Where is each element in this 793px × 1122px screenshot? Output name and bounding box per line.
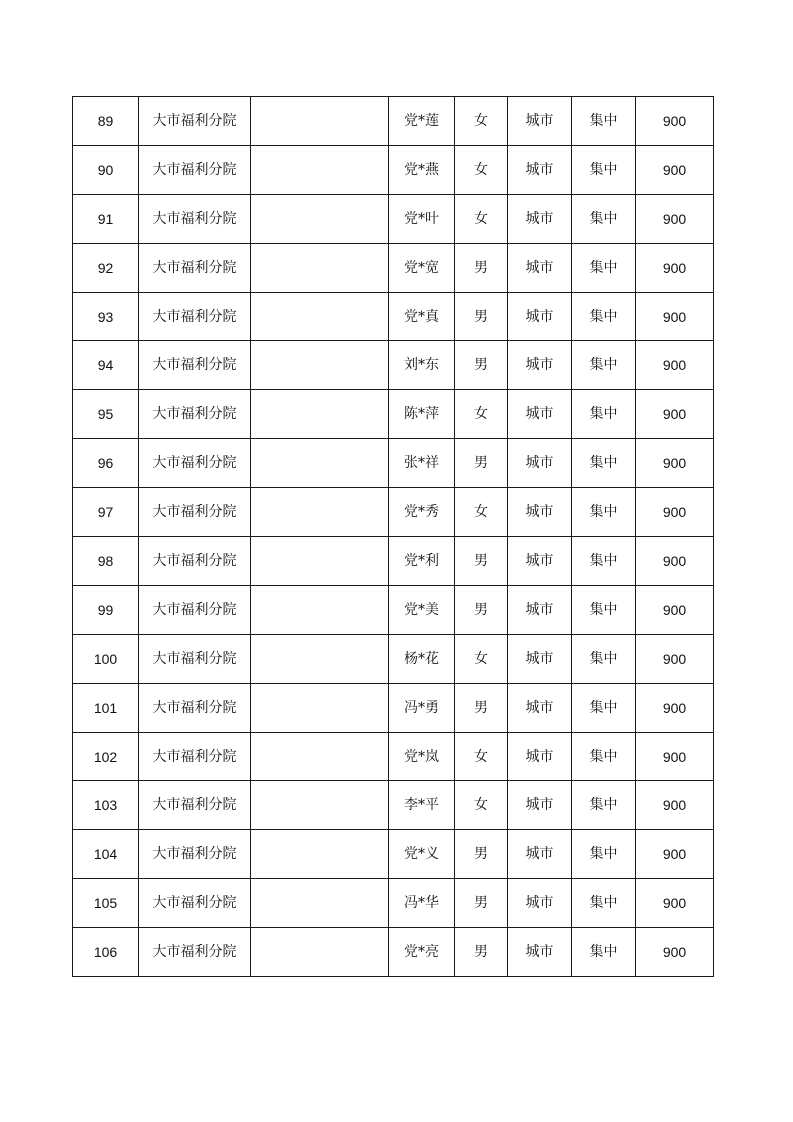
gender-cell: 男 bbox=[455, 928, 508, 977]
table-row bbox=[73, 683, 714, 732]
table-row bbox=[73, 194, 714, 243]
area-cell: 城市 bbox=[508, 585, 572, 634]
institution-cell: 大市福利分院 bbox=[139, 97, 251, 146]
support-mode-cell: 集中 bbox=[572, 292, 636, 341]
amount-cell: 900 bbox=[636, 928, 714, 977]
support-mode-cell: 集中 bbox=[572, 928, 636, 977]
gender-cell: 男 bbox=[455, 341, 508, 390]
table-row bbox=[73, 292, 714, 341]
institution-cell: 大市福利分院 bbox=[139, 537, 251, 586]
row-number-cell: 94 bbox=[73, 341, 139, 390]
institution-cell: 大市福利分院 bbox=[139, 341, 251, 390]
gender-cell: 男 bbox=[455, 585, 508, 634]
row-number-cell: 96 bbox=[73, 439, 139, 488]
person-name-cell: 党*真 bbox=[389, 292, 455, 341]
person-name-cell: 冯*勇 bbox=[389, 683, 455, 732]
gender-cell: 男 bbox=[455, 830, 508, 879]
person-name-cell: 张*祥 bbox=[389, 439, 455, 488]
table-row bbox=[73, 145, 714, 194]
gender-cell: 男 bbox=[455, 537, 508, 586]
gender-cell: 女 bbox=[455, 488, 508, 537]
amount-cell: 900 bbox=[636, 97, 714, 146]
person-name-cell: 陈*萍 bbox=[389, 390, 455, 439]
institution-cell: 大市福利分院 bbox=[139, 488, 251, 537]
gender-cell: 女 bbox=[455, 194, 508, 243]
table-row bbox=[73, 879, 714, 928]
institution-cell: 大市福利分院 bbox=[139, 781, 251, 830]
gender-cell: 男 bbox=[455, 879, 508, 928]
amount-cell: 900 bbox=[636, 537, 714, 586]
row-number-cell: 90 bbox=[73, 145, 139, 194]
amount-cell: 900 bbox=[636, 830, 714, 879]
table-row bbox=[73, 830, 714, 879]
blank-cell bbox=[251, 439, 389, 488]
table-row bbox=[73, 390, 714, 439]
support-mode-cell: 集中 bbox=[572, 439, 636, 488]
person-name-cell: 李*平 bbox=[389, 781, 455, 830]
table-row bbox=[73, 243, 714, 292]
institution-cell: 大市福利分院 bbox=[139, 194, 251, 243]
blank-cell bbox=[251, 634, 389, 683]
blank-cell bbox=[251, 194, 389, 243]
institution-cell: 大市福利分院 bbox=[139, 830, 251, 879]
gender-cell: 女 bbox=[455, 781, 508, 830]
blank-cell bbox=[251, 781, 389, 830]
area-cell: 城市 bbox=[508, 879, 572, 928]
row-number-cell: 89 bbox=[73, 97, 139, 146]
gender-cell: 男 bbox=[455, 243, 508, 292]
row-number-cell: 100 bbox=[73, 634, 139, 683]
person-name-cell: 刘*东 bbox=[389, 341, 455, 390]
support-mode-cell: 集中 bbox=[572, 732, 636, 781]
amount-cell: 900 bbox=[636, 683, 714, 732]
institution-cell: 大市福利分院 bbox=[139, 732, 251, 781]
row-number-cell: 95 bbox=[73, 390, 139, 439]
area-cell: 城市 bbox=[508, 145, 572, 194]
amount-cell: 900 bbox=[636, 145, 714, 194]
row-number-cell: 101 bbox=[73, 683, 139, 732]
area-cell: 城市 bbox=[508, 928, 572, 977]
blank-cell bbox=[251, 488, 389, 537]
row-number-cell: 103 bbox=[73, 781, 139, 830]
area-cell: 城市 bbox=[508, 634, 572, 683]
table-row bbox=[73, 585, 714, 634]
person-name-cell: 杨*花 bbox=[389, 634, 455, 683]
person-name-cell: 党*美 bbox=[389, 585, 455, 634]
area-cell: 城市 bbox=[508, 683, 572, 732]
gender-cell: 女 bbox=[455, 390, 508, 439]
person-name-cell: 党*利 bbox=[389, 537, 455, 586]
row-number-cell: 102 bbox=[73, 732, 139, 781]
person-name-cell: 党*叶 bbox=[389, 194, 455, 243]
support-mode-cell: 集中 bbox=[572, 879, 636, 928]
area-cell: 城市 bbox=[508, 488, 572, 537]
support-mode-cell: 集中 bbox=[572, 390, 636, 439]
support-mode-cell: 集中 bbox=[572, 145, 636, 194]
person-name-cell: 党*义 bbox=[389, 830, 455, 879]
gender-cell: 女 bbox=[455, 145, 508, 194]
area-cell: 城市 bbox=[508, 194, 572, 243]
row-number-cell: 97 bbox=[73, 488, 139, 537]
person-name-cell: 党*莲 bbox=[389, 97, 455, 146]
institution-cell: 大市福利分院 bbox=[139, 439, 251, 488]
blank-cell bbox=[251, 292, 389, 341]
blank-cell bbox=[251, 341, 389, 390]
blank-cell bbox=[251, 145, 389, 194]
blank-cell bbox=[251, 390, 389, 439]
area-cell: 城市 bbox=[508, 781, 572, 830]
gender-cell: 男 bbox=[455, 683, 508, 732]
amount-cell: 900 bbox=[636, 292, 714, 341]
amount-cell: 900 bbox=[636, 732, 714, 781]
table-row bbox=[73, 439, 714, 488]
area-cell: 城市 bbox=[508, 341, 572, 390]
institution-cell: 大市福利分院 bbox=[139, 879, 251, 928]
support-mode-cell: 集中 bbox=[572, 194, 636, 243]
amount-cell: 900 bbox=[636, 879, 714, 928]
institution-cell: 大市福利分院 bbox=[139, 683, 251, 732]
table-row bbox=[73, 488, 714, 537]
blank-cell bbox=[251, 243, 389, 292]
table-row bbox=[73, 341, 714, 390]
gender-cell: 女 bbox=[455, 732, 508, 781]
area-cell: 城市 bbox=[508, 537, 572, 586]
area-cell: 城市 bbox=[508, 390, 572, 439]
blank-cell bbox=[251, 928, 389, 977]
beneficiary-table bbox=[72, 96, 714, 977]
amount-cell: 900 bbox=[636, 341, 714, 390]
amount-cell: 900 bbox=[636, 488, 714, 537]
row-number-cell: 91 bbox=[73, 194, 139, 243]
support-mode-cell: 集中 bbox=[572, 634, 636, 683]
amount-cell: 900 bbox=[636, 194, 714, 243]
area-cell: 城市 bbox=[508, 243, 572, 292]
area-cell: 城市 bbox=[508, 97, 572, 146]
support-mode-cell: 集中 bbox=[572, 585, 636, 634]
person-name-cell: 党*岚 bbox=[389, 732, 455, 781]
person-name-cell: 党*宽 bbox=[389, 243, 455, 292]
support-mode-cell: 集中 bbox=[572, 341, 636, 390]
table-row bbox=[73, 732, 714, 781]
table-row bbox=[73, 537, 714, 586]
support-mode-cell: 集中 bbox=[572, 243, 636, 292]
blank-cell bbox=[251, 879, 389, 928]
person-name-cell: 冯*华 bbox=[389, 879, 455, 928]
gender-cell: 男 bbox=[455, 439, 508, 488]
support-mode-cell: 集中 bbox=[572, 488, 636, 537]
person-name-cell: 党*秀 bbox=[389, 488, 455, 537]
table-row bbox=[73, 928, 714, 977]
area-cell: 城市 bbox=[508, 292, 572, 341]
row-number-cell: 99 bbox=[73, 585, 139, 634]
support-mode-cell: 集中 bbox=[572, 781, 636, 830]
amount-cell: 900 bbox=[636, 585, 714, 634]
table-row bbox=[73, 634, 714, 683]
institution-cell: 大市福利分院 bbox=[139, 634, 251, 683]
gender-cell: 女 bbox=[455, 97, 508, 146]
support-mode-cell: 集中 bbox=[572, 830, 636, 879]
area-cell: 城市 bbox=[508, 732, 572, 781]
row-number-cell: 106 bbox=[73, 928, 139, 977]
institution-cell: 大市福利分院 bbox=[139, 145, 251, 194]
row-number-cell: 105 bbox=[73, 879, 139, 928]
person-name-cell: 党*亮 bbox=[389, 928, 455, 977]
amount-cell: 900 bbox=[636, 634, 714, 683]
institution-cell: 大市福利分院 bbox=[139, 243, 251, 292]
institution-cell: 大市福利分院 bbox=[139, 585, 251, 634]
row-number-cell: 98 bbox=[73, 537, 139, 586]
area-cell: 城市 bbox=[508, 439, 572, 488]
area-cell: 城市 bbox=[508, 830, 572, 879]
blank-cell bbox=[251, 732, 389, 781]
amount-cell: 900 bbox=[636, 390, 714, 439]
amount-cell: 900 bbox=[636, 781, 714, 830]
support-mode-cell: 集中 bbox=[572, 97, 636, 146]
person-name-cell: 党*燕 bbox=[389, 145, 455, 194]
row-number-cell: 93 bbox=[73, 292, 139, 341]
institution-cell: 大市福利分院 bbox=[139, 390, 251, 439]
blank-cell bbox=[251, 537, 389, 586]
table-body bbox=[73, 97, 714, 977]
support-mode-cell: 集中 bbox=[572, 683, 636, 732]
institution-cell: 大市福利分院 bbox=[139, 928, 251, 977]
row-number-cell: 104 bbox=[73, 830, 139, 879]
institution-cell: 大市福利分院 bbox=[139, 292, 251, 341]
blank-cell bbox=[251, 683, 389, 732]
blank-cell bbox=[251, 585, 389, 634]
amount-cell: 900 bbox=[636, 439, 714, 488]
table-row bbox=[73, 781, 714, 830]
support-mode-cell: 集中 bbox=[572, 537, 636, 586]
row-number-cell: 92 bbox=[73, 243, 139, 292]
gender-cell: 女 bbox=[455, 634, 508, 683]
blank-cell bbox=[251, 830, 389, 879]
gender-cell: 男 bbox=[455, 292, 508, 341]
amount-cell: 900 bbox=[636, 243, 714, 292]
blank-cell bbox=[251, 97, 389, 146]
table-row bbox=[73, 97, 714, 146]
